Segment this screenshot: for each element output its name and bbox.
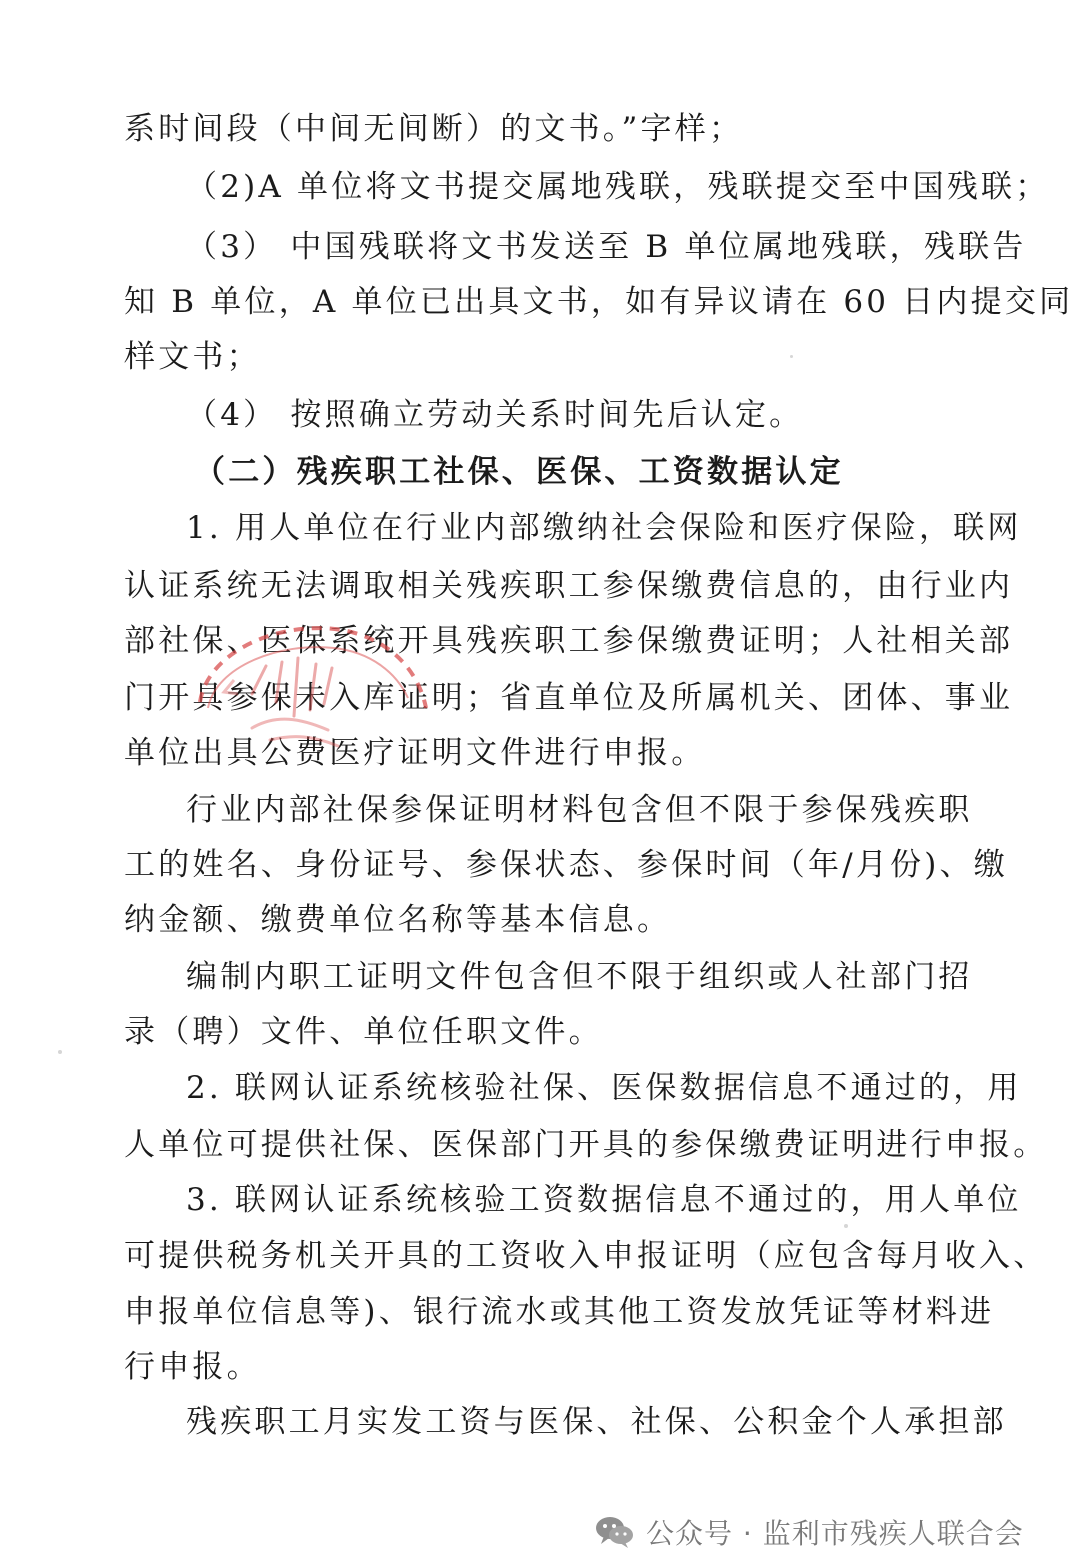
section-heading: （二）残疾职工社保、医保、工资数据认定 [194, 454, 844, 490]
text-line: 单位出具公费医疗证明文件进行申报。 [124, 735, 706, 771]
text-line: （2)A 单位将文书提交属地残联，残联提交至中国残联； [186, 169, 1050, 205]
footer-label: 公众号 · 监利市残疾人联合会 [646, 1517, 1024, 1550]
text-line: 录（聘）文件、单位任职文件。 [124, 1014, 603, 1050]
text-line: 可提供税务机关开具的工资收入申报证明（应包含每月收入、 [124, 1238, 1048, 1274]
text-line: 2. 联网认证系统核验社保、医保数据信息不通过的，用 [186, 1070, 1022, 1106]
scan-speck [790, 355, 793, 358]
text-line: （4） 按照确立劳动关系时间先后认定。 [186, 397, 804, 433]
text-line: 样文书； [124, 339, 261, 375]
text-line: 工的姓名、身份证号、参保状态、参保时间（年/月份)、缴 [124, 847, 1008, 883]
text-line: 部社保、医保系统开具残疾职工参保缴费证明；人社相关部 [124, 623, 1014, 659]
text-line: 门开具参保未入库证明；省直单位及所属机关、团体、事业 [124, 680, 1014, 716]
text-line: （3） 中国残联将文书发送至 B 单位属地残联，残联告 [186, 229, 1027, 265]
text-line: 编制内职工证明文件包含但不限于组织或人社部门招 [186, 959, 973, 995]
text-line: 系时间段（中间无间断）的文书。”字样； [124, 111, 744, 147]
wechat-footer [594, 1504, 1024, 1560]
scan-speck [58, 1050, 62, 1054]
text-line: 行申报。 [124, 1349, 261, 1385]
wechat-icon [594, 1513, 636, 1551]
text-line: 3. 联网认证系统核验工资数据信息不通过的，用人单位 [186, 1182, 1022, 1218]
text-line: 人单位可提供社保、医保部门开具的参保缴费证明进行申报。 [124, 1127, 1048, 1163]
text-line: 认证系统无法调取相关残疾职工参保缴费信息的，由行业内 [124, 568, 1014, 604]
text-line: 知 B 单位，A 单位已出具文书，如有异议请在 60 日内提交同 [124, 284, 1074, 320]
text-line: 1. 用人单位在行业内部缴纳社会保险和医疗保险，联网 [186, 510, 1022, 546]
text-line: 残疾职工月实发工资与医保、社保、公积金个人承担部 [186, 1404, 1007, 1440]
scan-speck [844, 1224, 848, 1228]
text-line: 行业内部社保参保证明材料包含但不限于参保残疾职 [186, 792, 973, 828]
text-line: 申报单位信息等)、银行流水或其他工资发放凭证等材料进 [124, 1294, 995, 1330]
text-line: 纳金额、缴费单位名称等基本信息。 [124, 902, 672, 938]
